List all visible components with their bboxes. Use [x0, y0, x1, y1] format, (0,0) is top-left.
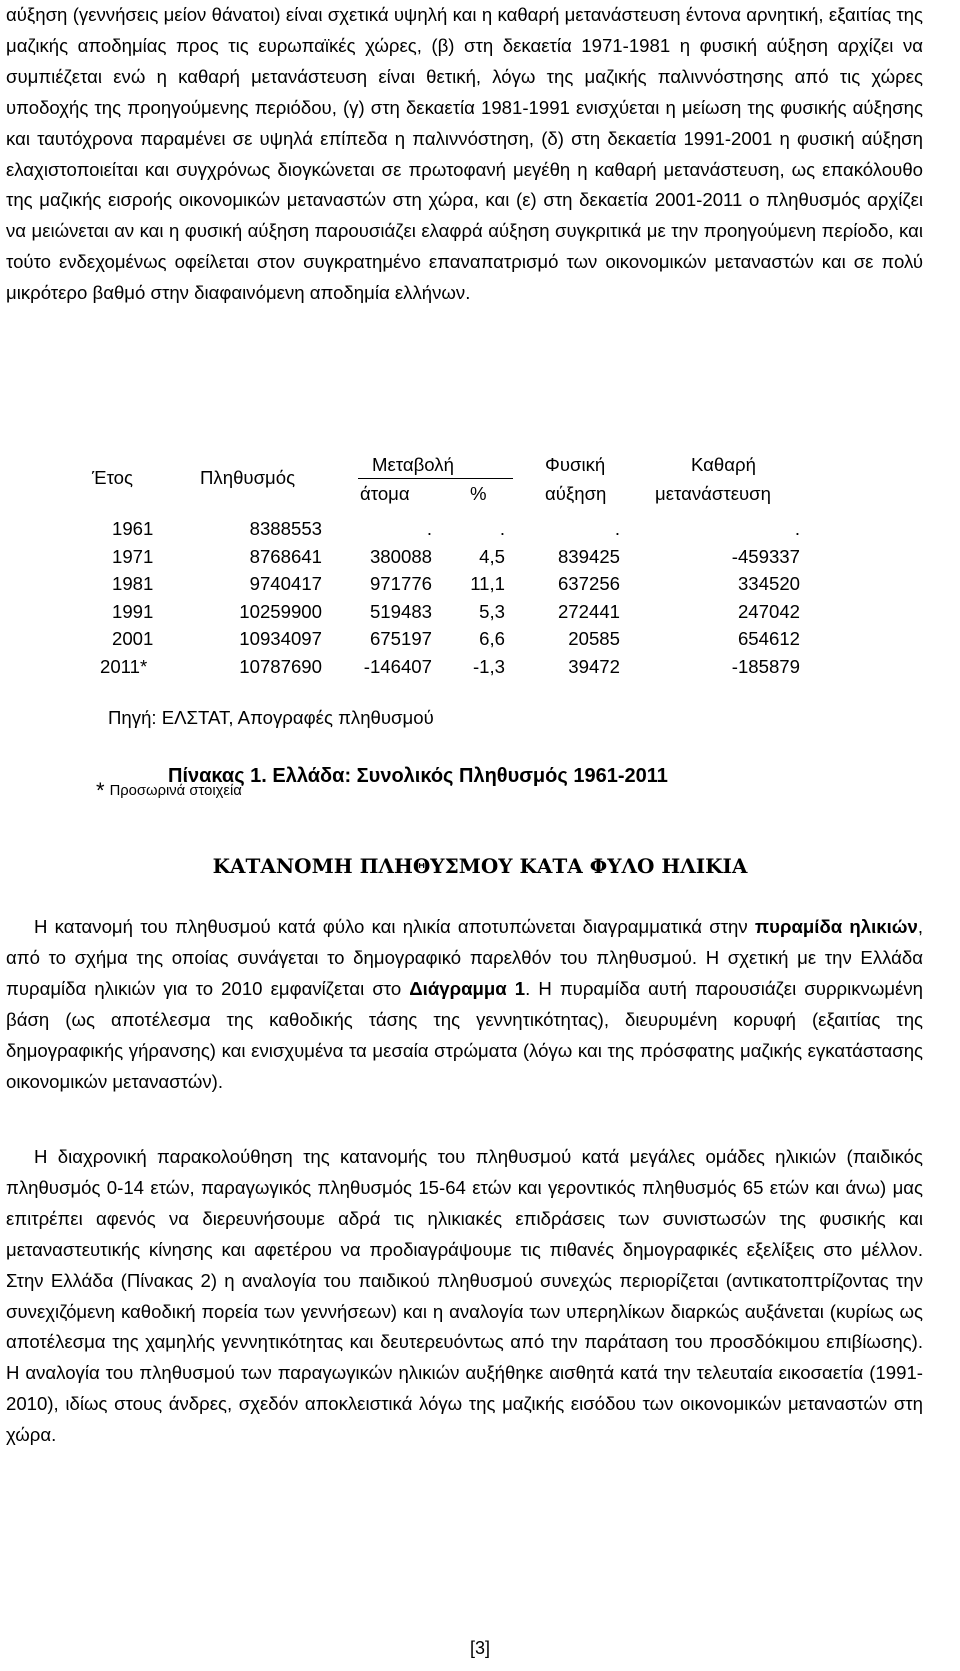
- cell-net-migration: 334520: [737, 573, 800, 594]
- cell-year: 1981: [112, 573, 154, 594]
- cell-net-migration: .: [794, 518, 800, 539]
- cell-year: 2001: [112, 628, 154, 649]
- para2-text-1: Η κατανομή του πληθυσμού κατά φύλο και ηλικία αποτυπώνεται διαγραμματικά στην: [34, 916, 755, 937]
- cell-change-percent: 4,5: [479, 546, 505, 567]
- header-change-percent: %: [470, 483, 487, 504]
- cell-net-migration: -185879: [731, 656, 800, 677]
- cell-natural-increase: 839425: [557, 546, 620, 567]
- paragraph-age-groups: [6, 1142, 923, 1451]
- cell-change-percent: 5,3: [479, 601, 505, 622]
- cell-change-persons: 380088: [369, 546, 432, 567]
- cell-net-migration: 654612: [737, 628, 800, 649]
- para2-text-3: . Η πυραμίδα αυτή παρουσιάζει συρρικνωμένη βάση (ως αποτέλεσμα της καθοδικής τάσης της γεννητικότητας), διευρυμένη κορυφή (εξαιτίας της δημογραφικής γήρανσης) και ενισχυμένα τα μεσαία στρώματα (λόγω και της πρόσφατης μαζικής εγκατάστασης οικονομικών μεταναστών).: [6, 977, 923, 1092]
- cell-year: 1961: [112, 518, 154, 539]
- cell-natural-increase: 272441: [557, 601, 620, 622]
- cell-year: 1991: [112, 601, 154, 622]
- header-natural-increase-2: αύξηση: [545, 483, 607, 504]
- paragraph-age-pyramid: [6, 912, 923, 1097]
- cell-change-persons: 971776: [369, 573, 432, 594]
- header-net-migration-2: μετανάστευση: [655, 483, 771, 504]
- header-natural-increase-1: Φυσική: [545, 454, 606, 475]
- para2-bold-figure-ref: Διάγραμμα 1: [409, 977, 526, 999]
- header-year: Έτος: [92, 467, 133, 488]
- cell-change-percent: .: [499, 518, 505, 539]
- cell-change-persons: .: [426, 518, 432, 539]
- cell-natural-increase: 637256: [557, 573, 620, 594]
- cell-population: 9740417: [249, 573, 322, 594]
- cell-population: 8388553: [249, 518, 322, 539]
- section-heading: ΚΑΤΑΝΟΜΗ ΠΛΗΘΥΣΜΟΥ ΚΑΤΑ ΦΥΛΟ ΗΛΙΚΙΑ: [212, 854, 748, 878]
- cell-change-percent: -1,3: [472, 656, 505, 677]
- paragraph-population-decades: αύξηση (γεννήσεις μείον θάνατοι) είναι σχετικά υψηλή και η καθαρή μετανάστευση έντονα αρνητική, εξαιτίας της μαζικής αποδημίας προς τις ευρωπαϊκές χώρες, (β) στη δεκαετία 1971-1981 η φυσική αύξηση αρχίζει να συμπιέζεται ενώ η καθαρή μετανάστευση είναι θετική, λόγω της μαζικής παλιννόστησης από τις χώρες υποδοχής της προηγούμενης περιόδου, (γ) στη δεκαετία 1981-1991 ενισχύεται η μείωση της φυσικής αύξησης και ταυτόχρονα παραμένει σε υψηλά επίπεδα η παλιννόστηση, (δ) στη δεκαετία 1991-2001 η φυσική αύξηση ελαχιστοποιείται και συγχρόνως διογκώνεται σε πρωτοφανή μεγέθη η καθαρή μετανάστευση, ως επακόλουθο της μαζικής εισροής οικονομικών μεταναστών στη χώρα, και (ε) στη δεκαετία 2001-2011 ο πληθυσμός αρχίζει να μειώνεται αν και η φυσική αύξηση παρουσιάζει ελαφρά αύξηση συγκριτικά με την προηγούμενη περίοδο, και τούτο ενδεχομένως οφείλεται στον συγκρατημένο επαναπατρισμό των οικονομικών μεταναστών και σε πολύ μικρότερο βαθμό στην διαφαινόμενη αποδημία ελλήνων.: [6, 4, 923, 304]
- table-caption: Πίνακας 1. Ελλάδα: Συνολικός Πληθυσμός 1961-2011: [168, 765, 668, 787]
- cell-population: 10259900: [239, 601, 322, 622]
- para2-bold-term: πυραμίδα ηλικιών: [754, 916, 918, 937]
- cell-change-persons: 519483: [369, 601, 432, 622]
- page-number: [3]: [469, 1638, 490, 1658]
- provisional-note-text: Προσωρινά στοιχεία: [109, 783, 242, 799]
- cell-population: 8768641: [249, 546, 322, 567]
- cell-net-migration: 247042: [737, 601, 800, 622]
- header-change: Μεταβολή: [372, 454, 454, 475]
- table-source: [108, 707, 434, 749]
- para2-text-2: , από το σχήμα της οποίας συνάγεται το δημογραφικό παρελθόν του πληθυσμού. Η σχετική με την Ελλάδα πυραμίδα ηλικιών για το 2010 εμφανίζεται στο: [6, 916, 924, 999]
- cell-net-migration: -459337: [731, 546, 800, 567]
- cell-change-persons: 675197: [369, 628, 432, 649]
- cell-natural-increase: 39472: [568, 656, 620, 677]
- header-net-migration-1: Καθαρή: [691, 454, 756, 475]
- header-change-rule: [358, 478, 513, 479]
- cell-natural-increase: .: [614, 518, 620, 539]
- para3-text: Η διαχρονική παρακολούθηση της κατανομής του πληθυσμού κατά μεγάλες ομάδες ηλικιών (παιδικός πληθυσμός 0-14 ετών, παραγωγικός πληθυσμός 15-64 ετών και γεροντικός πληθυσμός 65 ετών και άνω) μας επιτρέπει αφενός να διερευνήσουμε αδρά τις ηλικιακές επιδράσεις των συνιστωσών της φυσικής και μεταναστευτικής κίνησης και αφετέρου να προδιαγράψουμε τις πιθανές δημογραφικές εξελίξεις στο μέλλον. Στην Ελλάδα (Πίνακας 2) η αναλογία του παιδικού πληθυσμού συνεχώς περιορίζεται (αντικατοπτρίζοντας την συνεχιζόμενη καθοδική πορεία των γεννήσεων) και η αναλογία των υπερηλίκων διαρκώς αυξάνεται (κυρίως ως αποτέλεσμα της χαμηλής γεννητικότητας και δευτερευόντως από την παράταση του προσδόκιμου επιβίωσης). Η αναλογία του πληθυσμού των παραγωγικών ηλικιών αυξήθηκε αισθητά κατά την τελευταία εικοσαετία (1991-2010), ιδίως στους άνδρες, σχεδόν αποκλειστικά λόγω της μαζικής εισόδου των οικονομικών μεταναστών στη χώρα.: [6, 1146, 923, 1446]
- header-change-persons: άτομα: [360, 483, 410, 504]
- cell-change-percent: 11,1: [470, 573, 505, 594]
- provisional-note: [96, 780, 242, 802]
- cell-population: 10787690: [239, 656, 322, 677]
- cell-change-persons: -146407: [363, 656, 432, 677]
- cell-population: 10934097: [239, 628, 322, 649]
- table-source-text: Πηγή: ΕΛΣΤΑΤ, Απογραφές πληθυσμού: [108, 707, 434, 728]
- cell-year: 2011*: [100, 656, 148, 677]
- header-population: Πληθυσμός: [200, 467, 296, 488]
- provisional-asterisk: *: [96, 778, 105, 803]
- cell-year: 1971: [112, 546, 154, 567]
- cell-natural-increase: 20585: [568, 628, 620, 649]
- cell-change-percent: 6,6: [479, 628, 505, 649]
